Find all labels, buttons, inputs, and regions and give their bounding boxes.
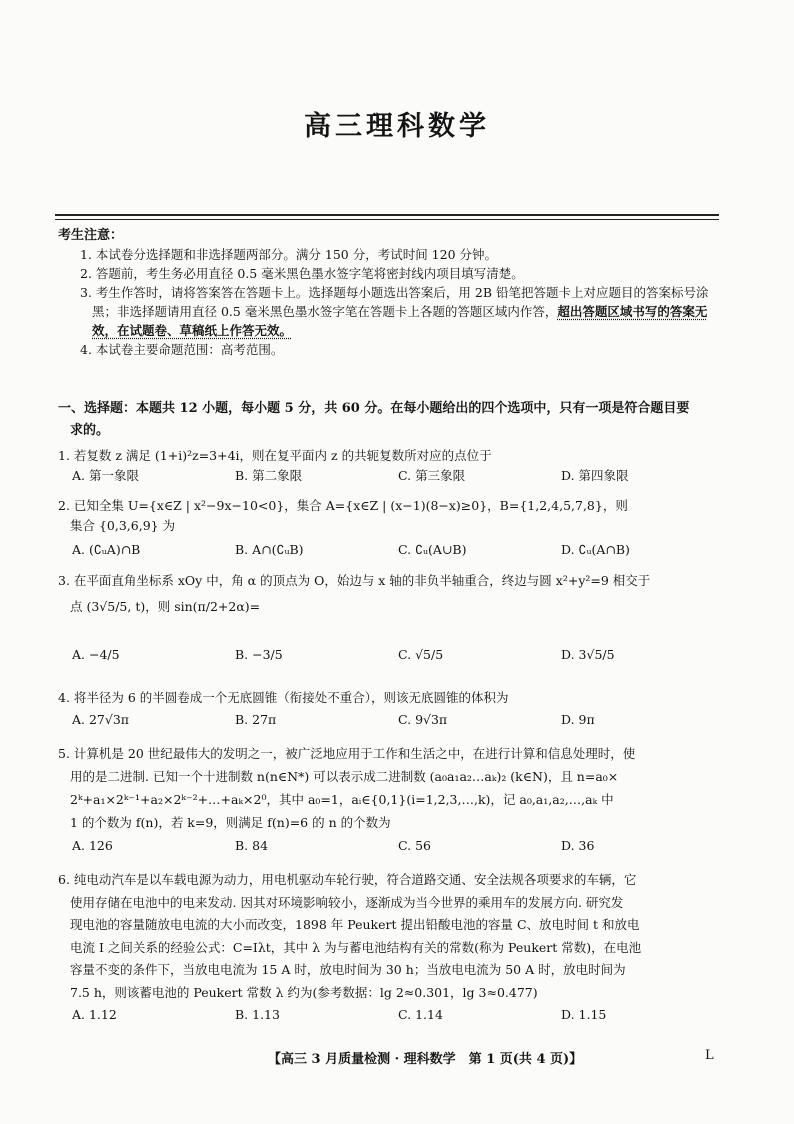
question-stem-line: 4. 将半径为 6 的半圆卷成一个无底圆锥（衔接处不重合），则该无底圆锥的体积为 [58, 690, 509, 705]
question-stem-line: 使用存储在电池中的电来发动. 因其对环境影响较小，逐渐成为当今世界的乘用车的发展方向. 研究发 [70, 894, 624, 910]
option-d: D. ∁ᵤ(A∩B) [561, 542, 630, 557]
question-options [58, 834, 724, 857]
option-a: A. 27√3π [72, 712, 130, 727]
question-3 [58, 571, 724, 665]
question-options [58, 1004, 724, 1027]
option-a: A. (∁ᵤA)∩B [72, 542, 141, 557]
option-c: C. 9√3π [398, 712, 448, 727]
question-6 [58, 869, 724, 1027]
divider-thin [55, 219, 719, 220]
option-b: B. 1.13 [235, 1007, 280, 1022]
option-b: B. 第二象限 [235, 468, 303, 483]
question-stem-line: 现电池的容量随放电电流的大小而改变，1898 年 Peukert 提出铅酸电池的容量 C、放电时间 t 和放电 [70, 917, 640, 932]
question-stem-line: 2. 已知全集 U={x∈Z | x²−9x−10<0}，集合 A={x∈Z | (x−1)(8−x)≥0}，B={1,2,4,5,7,8}，则 [58, 498, 628, 513]
option-b: B. −3/5 [235, 647, 283, 662]
option-b: B. 84 [235, 838, 269, 853]
option-c: C. 第三象限 [398, 468, 466, 483]
notice-emphasis: 超出答题区域书写的答案无效，在试题卷、草稿纸上作答无效。 [92, 304, 708, 338]
question-1 [58, 446, 724, 486]
candidate-notice [58, 226, 724, 359]
option-d: D. 1.15 [561, 1007, 607, 1022]
option-c: C. 1.14 [398, 1007, 443, 1022]
option-d: D. 第四象限 [561, 468, 629, 483]
notice-item: 2. 答题前，考生务必用直径 0.5 毫米黑色墨水签字笔将密封线内项目填写清楚。 [80, 266, 524, 281]
section-heading [58, 398, 724, 442]
question-stem-line: 6. 纯电动汽车是以车载电源为动力，用电机驱动车轮行驶，符合道路交通、安全法规各项要求的车辆，它 [58, 872, 637, 887]
footer-text: 【高三 3 月质量检测 · 理科数学 第 1 页(共 4 页)】 [268, 1052, 583, 1067]
question-options [58, 710, 724, 730]
question-stem-line: 用的是二进制. 已知一个十进制数 n(n∈N*) 可以表示成二进制数 (a₀a₁a₂…aₖ)₂ (k∈N)，且 n=a₀× [70, 769, 619, 784]
notice-item: 1. 本试卷分选择题和非选择题两部分。满分 150 分，考试时间 120 分钟。 [80, 247, 498, 262]
notice-item [58, 283, 724, 340]
option-c: C. ∁ᵤ(A∪B) [398, 542, 467, 557]
question-stem-line: 7.5 h，则该蓄电池的 Peukert 常数 λ 约为(参考数据：lg 2≈0.301，lg 3≈0.477) [70, 984, 538, 1000]
option-d: D. 9π [561, 712, 595, 727]
option-a: A. −4/5 [72, 647, 120, 662]
question-stem-line: 1. 若复数 z 满足 (1+i)²z=3+4i，则在复平面内 z 的共轭复数所对应的点位于 [58, 448, 492, 463]
notice-item-text: 3. 考生作答时，请将答案答在答题卡上。选择题每小题选出答案后，用 2B 铅笔把答题卡上对应题目的答案标号涂黑；非选择题请用直径 0.5 毫米黑色墨水签字笔在答题卡上各题的答题区域内作答， [80, 285, 709, 319]
divider-thick [55, 214, 719, 216]
question-2 [58, 496, 724, 560]
option-a: A. 126 [72, 838, 113, 853]
question-5 [58, 742, 724, 857]
option-c: C. √5/5 [398, 647, 444, 662]
question-stem-line: 5. 计算机是 20 世纪最伟大的发明之一，被广泛地应用于工作和生活之中，在进行计算和信息处理时，使 [58, 746, 636, 761]
question-stem-line: 集合 {0,3,6,9} 为 [70, 518, 176, 533]
option-a: A. 第一象限 [72, 468, 139, 483]
option-c: C. 56 [398, 838, 431, 853]
question-4 [58, 688, 724, 730]
option-b: B. A∩(∁ᵤB) [235, 542, 304, 557]
question-options [58, 540, 724, 560]
page-title: 高三理科数学 [304, 111, 490, 142]
option-a: A. 1.12 [72, 1007, 117, 1022]
notice-heading: 考生注意： [58, 228, 124, 243]
option-d: D. 3√5/5 [561, 647, 615, 662]
footer-letter: L [705, 1048, 714, 1063]
question-stem-line: 电流 I 之间关系的经验公式：C=Iλt，其中 λ 为与蓄电池结构有关的常数(称为 Peukert 常数)，在电池 [70, 939, 642, 955]
option-d: D. 36 [561, 838, 595, 853]
question-stem-line: 3. 在平面直角坐标系 xOy 中，角 α 的顶点为 O，始边与 x 轴的非负半轴重合，终边与圆 x²+y²=9 相交于 [58, 573, 651, 588]
option-b: B. 27π [235, 712, 277, 727]
question-stem-line: 容量不变的条件下，当放电电流为 15 A 时，放电时间为 30 h；当放电电流为 50 A 时，放电时间为 [70, 962, 626, 977]
notice-item: 4. 本试卷主要命题范围：高考范围。 [80, 342, 284, 357]
question-stem-line: 1 的个数为 f(n)，若 k=9，则满足 f(n)=6 的 n 的个数为 [70, 815, 391, 830]
section-heading-line: 一、选择题：本题共 12 小题，每小题 5 分，共 60 分。在每小题给出的四个选项中，只有一项是符合题目要 [58, 401, 690, 416]
question-stem-line: 点 (3√5/5, t)，则 sin(π/2+2α)= [70, 599, 261, 614]
question-options [58, 466, 724, 486]
section-heading-line: 求的。 [70, 423, 110, 438]
question-stem-line: 2ᵏ+a₁×2ᵏ⁻¹+a₂×2ᵏ⁻²+…+aₖ×2⁰，其中 a₀=1，aᵢ∈{0,1}(i=1,2,3,…,k)，记 a₀,a₁,a₂,…,aₖ 中 [70, 792, 614, 807]
question-options [58, 645, 724, 665]
